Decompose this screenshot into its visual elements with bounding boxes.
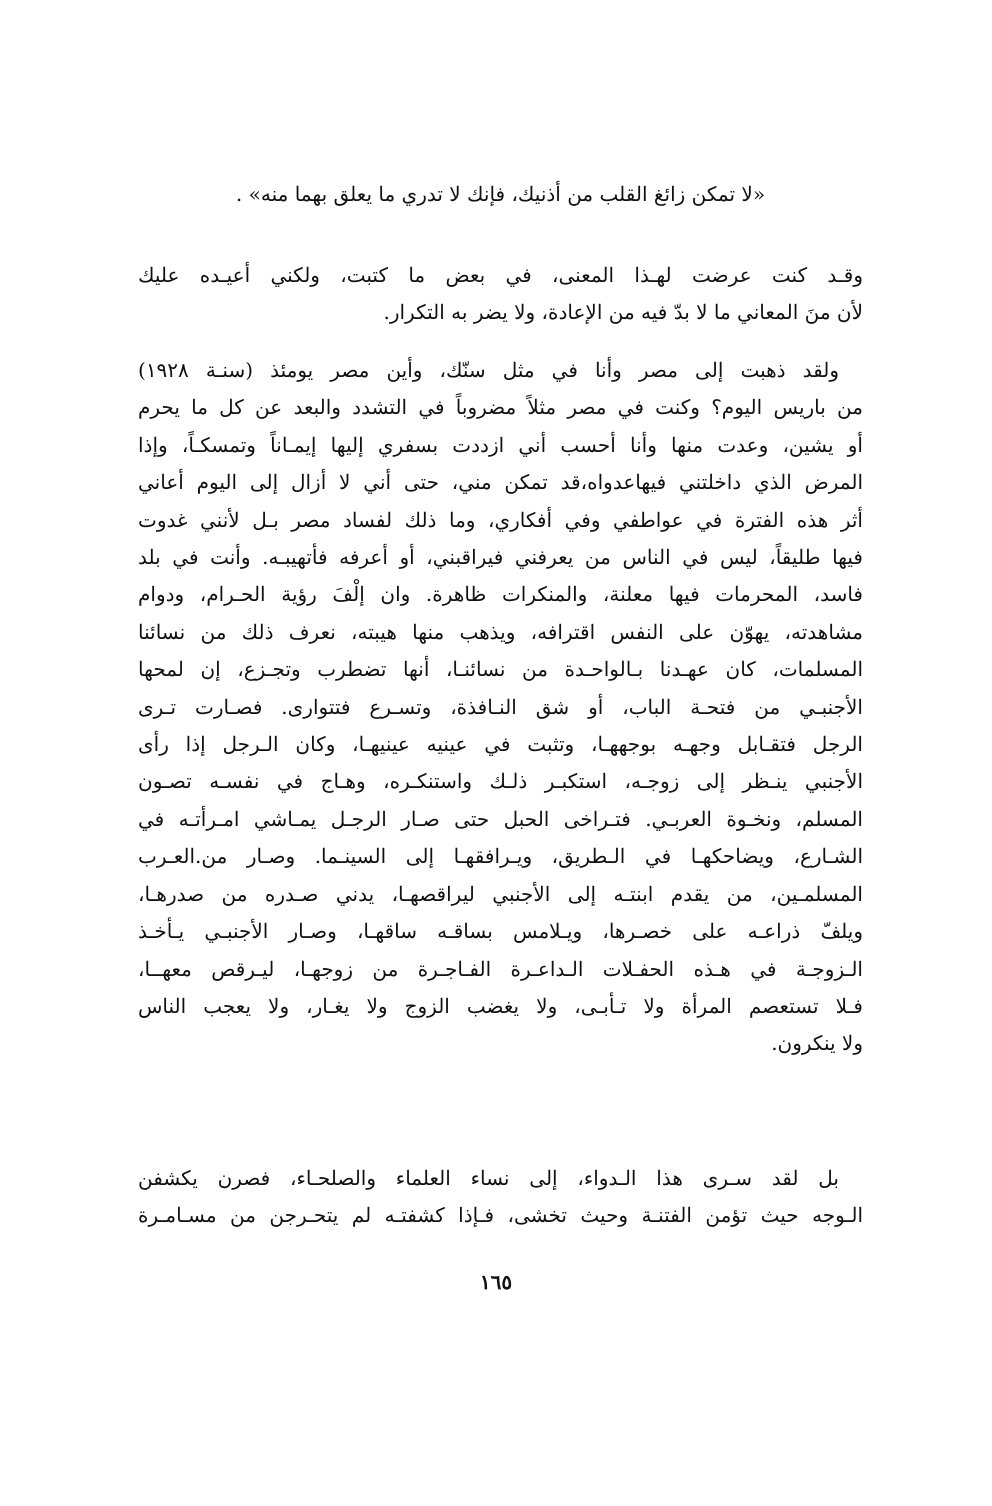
paragraph-line: ويلفّ ذراعـه على خصـرها، ويـلامس بساقـه ساقهـا، وصـار الأجنبـي يـأخـذ	[138, 919, 863, 944]
paragraph-3	[138, 1160, 863, 1235]
paragraph-line: المسلمـين، من يقدم ابنتـه إلى الأجنبي ليراقصهـا، يدني صـدره من صدرهـا،	[138, 881, 863, 906]
quote-line: «لا تمكن زائغ القلب من أذنيك، فإنك لا تدري ما يعلق بهما منه» .	[235, 182, 766, 206]
paragraph-line: من باريس اليوم؟ وكنت في مصر مثلاً مضروباً في التشدد والبعد عن كل ما يحرم	[138, 395, 863, 420]
paragraph-line: المسلمات، كان عهـدنا بـالواحـدة من نسائنـا، أنها تضطرب وتجـزع، إن لمحها	[138, 657, 863, 682]
paragraph-line: ولا ينكرون.	[771, 1031, 863, 1056]
paragraph-2	[138, 352, 863, 1063]
paragraph-line: وقـد كنت عرضت لهـذا المعنى، في بعض ما كتبت، ولكني أعيـده عليك	[138, 263, 863, 287]
paragraph-line: فـلا تستعصم المرأة ولا تـأبـى، ولا يغضب الزوج ولا يغـار، ولا يعجب الناس	[138, 993, 863, 1018]
paragraph-line: أثر هذه الفترة في عواطفي وفي أفكاري، وما ذلك لفساد مصر بـل لأنني غدوت	[138, 507, 863, 532]
paragraph-line: فاسد، المحرمات فيها معلنة، والمنكرات ظاهرة. وان إلْفَ رؤية الحـرام، ودوام	[138, 582, 863, 607]
paragraph-line: الرجل فتقـابل وجهـه بوجههـا، وتثبت في عينيه عينيهـا، وكان الـرجل إذا رأى	[138, 732, 863, 757]
paragraph-line: لأن منَ المعاني ما لا بدّ فيه من الإعادة، ولا يضر به التكرار.	[383, 300, 863, 325]
paragraph-line: الـزوجـة في هـذه الحفـلات الـداعـرة الفـاجـرة من زوجهـا، ليـرقص معهــا،	[138, 956, 863, 981]
paragraph-line: فيها طليقاً، ليس في الناس من يعرفني فيراقبني، أو أعرفه فأتهيبـه. وأنت في بلد	[138, 545, 863, 570]
paragraph-line: ولقد ذهبت إلى مصر وأنا في مثل سنّك، وأين مصر يومئذ (سنـة ١٩٢٨)	[138, 358, 839, 382]
page-number: ١٦٥	[479, 1270, 513, 1294]
paragraph-line: أو يشين، وعدت منها وأنا أحسب أني ازددت بسفري إليها إيمـاناً وتمسكـاً، وإذا	[138, 432, 863, 457]
paragraph-line: الشـارع، ويضاحكهـا في الـطريق، ويـرافقهـا إلى السينـما. وصـار من.العـرب	[138, 844, 863, 869]
paragraph-line: الأجنبـي من فتحـة الباب، أو شق النـافذة، وتسـرع فتتوارى. فصـارت تـرى	[138, 694, 863, 719]
paragraph-line: مشاهدته، يهوّن على النفس اقترافه، ويذهب منها هيبته، نعرف ذلك من نسائنا	[138, 619, 863, 644]
paragraph-line: المرض الذي داخلتني فيهاعدواه،قد تمكن مني، حتى أني لا أزال إلى اليوم أعاني	[138, 470, 863, 495]
paragraph-line: بل لقد سـرى هذا الـدواء، إلى نساء العلماء والصلحـاء، فصرن يكشفن	[138, 1166, 839, 1190]
paragraph-line: الأجنبي ينـظر إلى زوجـه، استكبـر ذلـك واستنكـره، وهـاج في نفسـه تصـون	[138, 769, 863, 794]
paragraph-line: الـوجه حيث تؤمن الفتنـة وحيث تخشى، فـإذا كشفتـه لم يتحـرجن من مسـامـرة	[138, 1203, 863, 1228]
paragraph-1	[138, 257, 863, 332]
paragraph-line: المسلم، ونخـوة العربـي. فتـراخى الحبل حتى صـار الرجـل يمـاشي امـرأتـه في	[138, 806, 863, 831]
quote-block	[138, 176, 863, 213]
